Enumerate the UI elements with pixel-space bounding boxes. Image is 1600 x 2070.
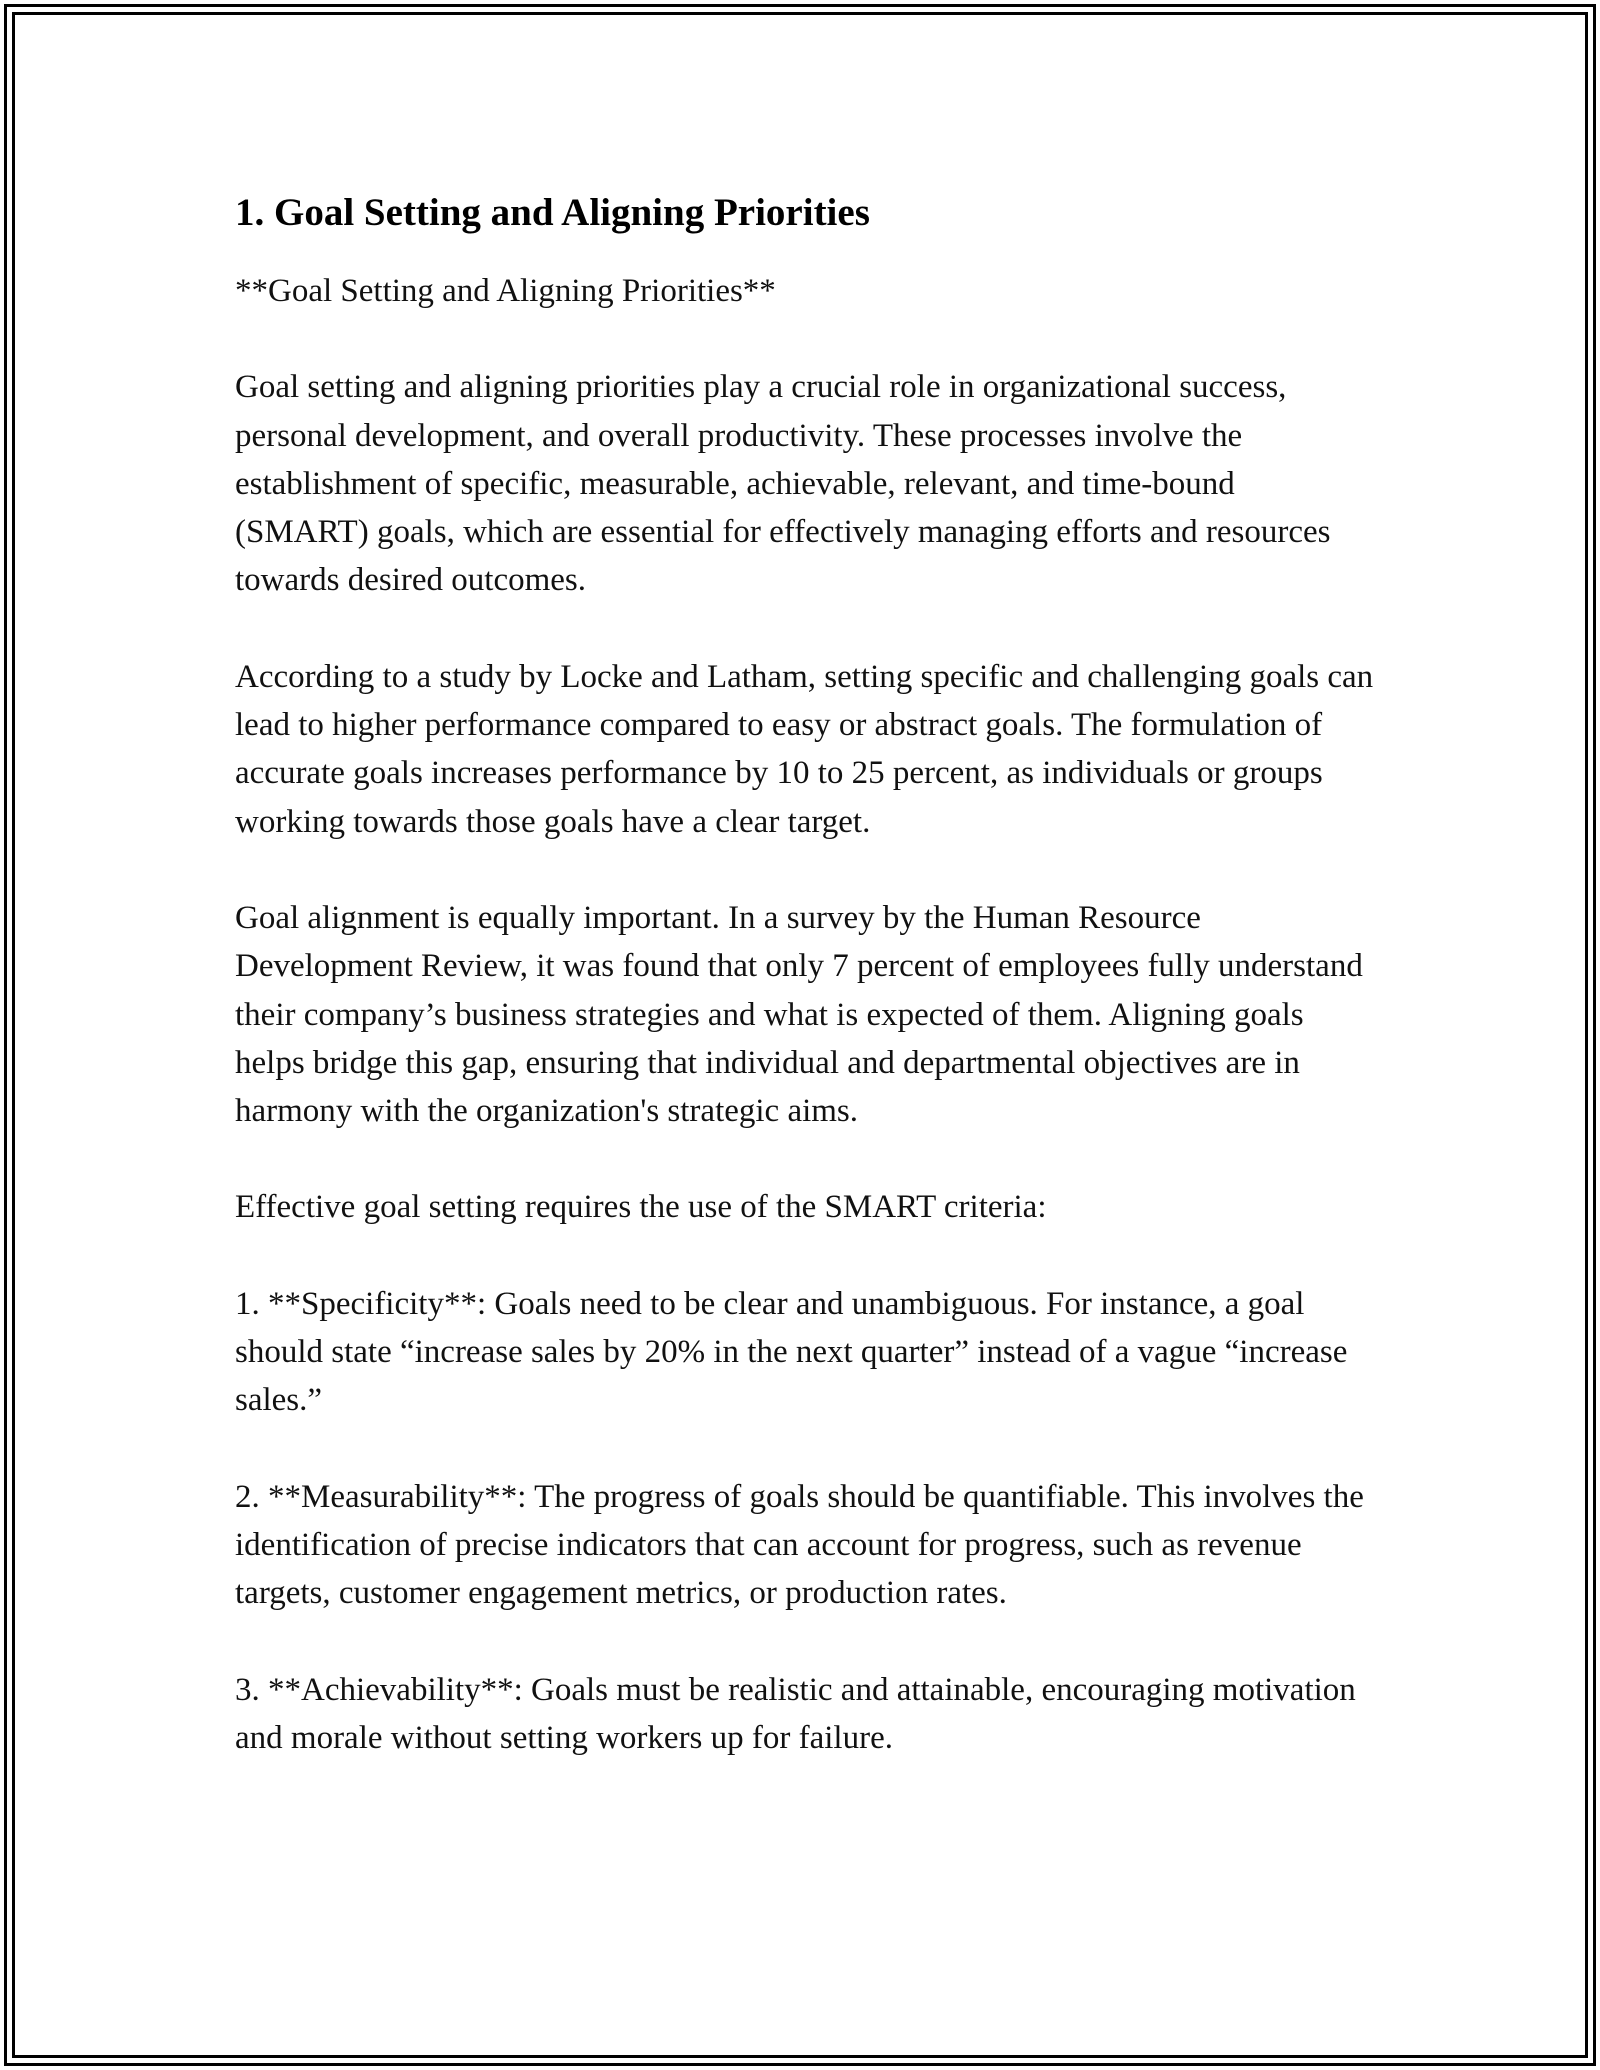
- intro-paragraph: Goal setting and aligning priorities play a crucial role in organizational success, personal development, and overall productivity. These processes involve the establishment of specific, measurable, achievable, relevant, and time-bound (SMART) goals, which are essential for effectively managing efforts and resources towards desired outcomes.: [235, 369, 1331, 599]
- study-paragraph: According to a study by Locke and Latham, setting specific and challenging goals can lead to higher performance compared to easy or abstract goals. The formulation of accurate goals increases performance by 10 to 25 percent, as individuals or groups working towards those goals have a clear target.: [235, 658, 1374, 840]
- alignment-paragraph: Goal alignment is equally important. In a survey by the Human Resource Development Review, it was found that only 7 percent of employees fully understand their company’s business strategies and what is expected of them. Aligning goals helps bridge this gap, ensuring that individual and departmental objectives are in harmony with the organization's strategic aims.: [235, 899, 1363, 1130]
- section-heading: 1. Goal Setting and Aligning Priorities: [235, 191, 870, 234]
- document-body: [235, 185, 1375, 1810]
- smart-intro-paragraph: Effective goal setting requires the use of the SMART criteria:: [235, 1189, 1047, 1226]
- achievability-paragraph: 3. **Achievability**: Goals must be realistic and attainable, encouraging motivation and morale without setting workers up for failure.: [235, 1671, 1356, 1756]
- specificity-paragraph: 1. **Specificity**: Goals need to be clear and unambiguous. For instance, a goal should state “increase sales by 20% in the next quarter” instead of a vague “increase sales.”: [235, 1285, 1348, 1419]
- subheading-paragraph: **Goal Setting and Aligning Priorities**: [235, 273, 776, 309]
- measurability-paragraph: 2. **Measurability**: The progress of goals should be quantifiable. This involves the identification of precise indicators that can account for progress, such as revenue targets, customer engagement metrics, or production rates.: [235, 1478, 1364, 1612]
